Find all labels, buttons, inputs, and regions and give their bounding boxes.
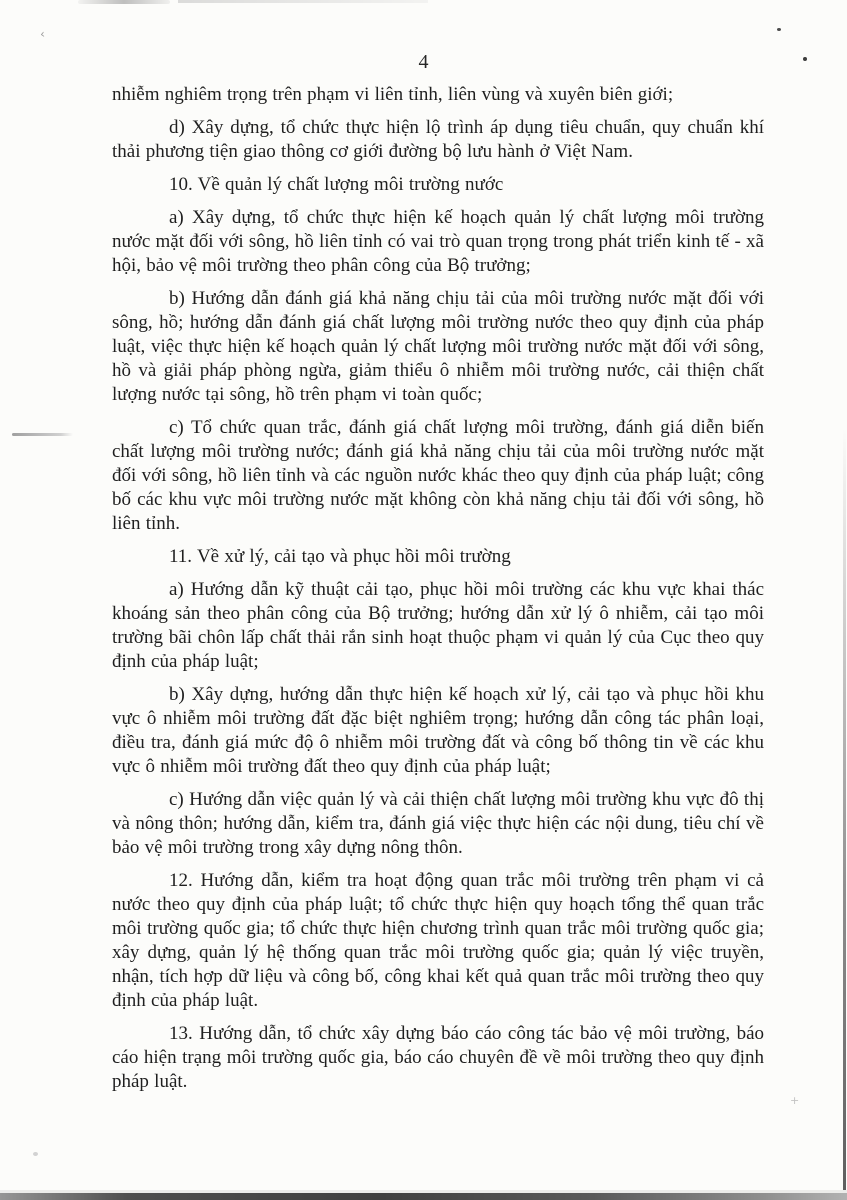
scan-bottom-edge-shadow xyxy=(0,1193,847,1200)
scan-smudge-top-left xyxy=(78,0,170,4)
heading-section-11: 11. Về xử lý, cải tạo và phục hồi môi trường xyxy=(169,546,511,567)
paragraph-point-d: d) Xây dựng, tổ chức thực hiện lộ trình áp dụng tiêu chuẩn, quy chuẩn khí thải phương tiện giao thông cơ giới đường bộ lưu hành ở Việt Nam. xyxy=(112,117,764,162)
paragraph-continuation: nhiễm nghiêm trọng trên phạm vi liên tỉnh, liên vùng và xuyên biên giới; xyxy=(112,84,674,105)
paragraph-13: 13. Hướng dẫn, tổ chức xây dựng báo cáo công tác bảo vệ môi trường, báo cáo hiện trạng môi trường quốc gia, báo cáo chuyên đề về môi trường theo quy định pháp luật. xyxy=(112,1023,764,1092)
scan-stray-mark: ‹ xyxy=(39,26,46,42)
paragraph-10c: c) Tổ chức quan trắc, đánh giá chất lượng môi trường, đánh giá diễn biến chất lượng môi trường nước; đánh giá khả năng chịu tải của môi trường nước mặt đối với sông, hồ liên tỉnh và các nguồn nước khác theo quy định của pháp luật; công bố các khu vực môi trường nước mặt không còn khả năng chịu tải đối với sông, hồ liên tỉnh. xyxy=(112,417,764,534)
document-body xyxy=(112,83,764,1103)
page-number: 4 xyxy=(418,51,429,73)
scan-dash-left-margin xyxy=(12,433,73,436)
scan-dot-bottom-left xyxy=(33,1152,38,1156)
paragraph-12: 12. Hướng dẫn, kiểm tra hoạt động quan trắc môi trường trên phạm vi cả nước theo quy định của pháp luật; tổ chức thực hiện quy hoạch tổng thể quan trắc môi trường quốc gia; tổ chức thực hiện chương trình quan trắc môi trường quốc gia; xây dựng, quản lý hệ thống quan trắc môi trường quốc gia; quản lý việc truyền, nhận, tích hợp dữ liệu và công bố, công khai kết quả quan trắc môi trường theo quy định của pháp luật. xyxy=(112,870,764,1011)
paragraph-10b: b) Hướng dẫn đánh giá khả năng chịu tải của môi trường nước mặt đối với sông, hồ; hướng dẫn đánh giá chất lượng môi trường nước theo quy định của pháp luật, việc thực hiện kế hoạch quản lý chất lượng môi trường nước mặt đối với sông, hồ và giải pháp phòng ngừa, giảm thiểu ô nhiễm môi trường nước, cải thiện chất lượng nước tại sông, hồ trên phạm vi toàn quốc; xyxy=(112,288,764,405)
scan-dot-top-right-1 xyxy=(777,28,781,31)
paragraph-11a: a) Hướng dẫn kỹ thuật cải tạo, phục hồi môi trường các khu vực khai thác khoáng sản theo phân công của Bộ trưởng; hướng dẫn xử lý ô nhiễm, cải tạo môi trường bãi chôn lấp chất thải rắn sinh hoạt thuộc phạm vi quản lý của Cục theo quy định của pháp luật; xyxy=(112,579,764,672)
heading-section-10: 10. Về quản lý chất lượng môi trường nước xyxy=(169,174,504,195)
paragraph-11c: c) Hướng dẫn việc quản lý và cải thiện chất lượng môi trường khu vực đô thị và nông thôn; hướng dẫn, kiểm tra, đánh giá việc thực hiện các nội dung, tiêu chí về bảo vệ môi trường trong xây dựng nông thôn. xyxy=(112,789,764,858)
scan-right-edge-shadow xyxy=(843,428,846,1200)
paragraph-11b: b) Xây dựng, hướng dẫn thực hiện kế hoạch xử lý, cải tạo và phục hồi khu vực ô nhiễm môi trường đất đặc biệt nghiêm trọng; hướng dẫn công tác phân loại, điều tra, đánh giá mức độ ô nhiễm môi trường đất và công bố thông tin về các khu vực ô nhiễm môi trường đất theo quy định của pháp luật; xyxy=(112,684,764,777)
paragraph-10a: a) Xây dựng, tổ chức thực hiện kế hoạch quản lý chất lượng môi trường nước mặt đối với sông, hồ liên tỉnh có vai trò quan trọng trong phát triển kinh tế - xã hội, bảo vệ môi trường theo phân công của Bộ trưởng; xyxy=(112,207,764,276)
scan-smudge-top-center xyxy=(178,0,428,3)
scan-plus-mark-bottom-right: + xyxy=(790,1094,800,1107)
scan-bottom-gap-line xyxy=(0,1190,847,1193)
